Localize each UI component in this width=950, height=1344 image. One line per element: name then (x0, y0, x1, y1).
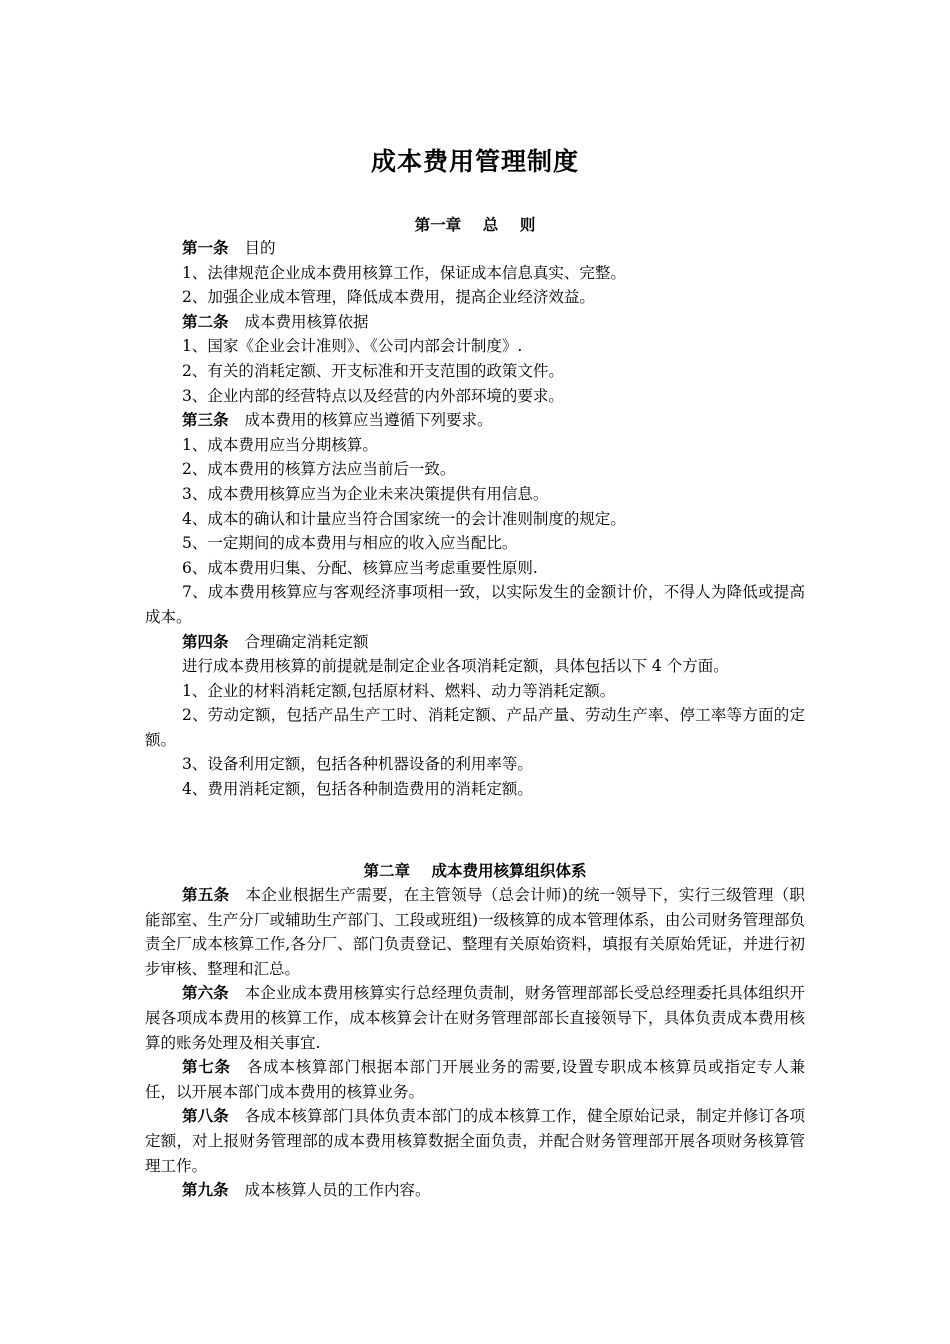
paragraph-text: 目的 (244, 239, 276, 257)
chapter-2-body (145, 883, 805, 1203)
paragraph-text: 1、法律规范企业成本费用核算工作，保证成本信息真实、完整。 (182, 263, 626, 282)
paragraph-text: 4、费用消耗定额，包括各种制造费用的消耗定额。 (182, 780, 533, 799)
list-item (145, 384, 805, 409)
article-label: 第九条 (182, 1181, 229, 1200)
article-label: 第八条 (182, 1107, 229, 1126)
list-item (145, 531, 805, 556)
article-paragraph (145, 310, 805, 335)
article-paragraph (145, 236, 805, 261)
paragraph-text: 合理确定消耗定额 (244, 632, 369, 651)
article-label: 第二条 (182, 312, 229, 331)
article-paragraph (145, 1104, 805, 1178)
paragraph-text: 4、成本的确认和计量应当符合国家统一的会计准则制度的规定。 (182, 509, 626, 528)
article-label: 第四条 (182, 632, 229, 651)
paragraph-text: 进行成本费用核算的前提就是制定企业各项消耗定额，具体包括以下 4 个方面。 (182, 657, 729, 676)
paragraph-text: 2、有关的消耗定额、开支标准和开支范围的政策文件。 (182, 361, 564, 380)
list-item (145, 703, 805, 752)
article-label: 第七条 (182, 1058, 231, 1077)
document-title: 成本费用管理制度 (370, 147, 579, 176)
paragraph-text: 1、国家《企业会计准则》、《公司内部会计制度》. (182, 337, 523, 356)
list-item (145, 285, 805, 310)
paragraph-text: 5、一定期间的成本费用与相应的收入应当配比。 (182, 534, 518, 553)
chapter-heading-1: 第一章 总 则 (414, 216, 536, 234)
list-item (145, 654, 805, 679)
paragraph-text: 1、成本费用应当分期核算。 (182, 435, 378, 454)
article-paragraph (145, 1178, 805, 1203)
paragraph-text: 本企业成本费用核算实行总经理负责制，财务管理部部长受总经理委托具体组织开展各项成本费用的核算工作，成本核算会计在财务管理部部长直接领导下，具体负责成本费用核算的账务处理及相关事宜. (145, 984, 805, 1052)
paragraph-text: 2、加强企业成本管理，降低成本费用，提高企业经济效益。 (182, 288, 595, 307)
paragraph-text: 6、成本费用归集、分配、核算应当考虑重要性原则. (182, 558, 538, 577)
paragraph-text: 各成本核算部门根据本部门开展业务的需要,设置专职成本核算员或指定专人兼任，以开展本部门成本费用的核算业务。 (145, 1058, 805, 1101)
article-paragraph (145, 630, 805, 655)
article-paragraph (145, 408, 805, 433)
list-item (145, 261, 805, 286)
list-item (145, 777, 805, 802)
paragraph-text: 3、企业内部的经营特点以及经营的内外部环境的要求。 (182, 386, 564, 405)
list-item (145, 482, 805, 507)
chapter-1-body (145, 236, 805, 802)
article-paragraph (145, 1055, 805, 1104)
paragraph-text: 2、成本费用的核算方法应当前后一致。 (182, 460, 456, 479)
list-item (145, 507, 805, 532)
article-label: 第三条 (182, 411, 229, 430)
paragraph-text: 本企业根据生产需要，在主管领导（总会计师)的统一领导下，实行三级管理（职能部室、生产分厂或辅助生产部门、工段或班组)一级核算的成本管理体系，由公司财务管理部负责全厂成本核算工作,各分厂、部门负责登记、整理有关原始资料，填报有关原始凭证，并进行初步审核、整理和汇总。 (145, 886, 805, 978)
list-item (145, 556, 805, 581)
list-item (145, 752, 805, 777)
paragraph-text: 1、企业的材料消耗定额,包括原材料、燃料、动力等消耗定额。 (182, 681, 616, 700)
paragraph-text: 3、成本费用核算应当为企业未来决策提供有用信息。 (182, 484, 549, 503)
paragraph-text: 成本费用核算依据 (244, 312, 369, 331)
article-label: 第一条 (182, 239, 229, 257)
article-paragraph (145, 981, 805, 1055)
paragraph-text: 2、劳动定额，包括产品生产工时、消耗定额、产品产量、劳动生产率、停工率等方面的定额。 (145, 706, 805, 749)
list-item (145, 359, 805, 384)
list-item (145, 457, 805, 482)
paragraph-text: 各成本核算部门具体负责本部门的成本核算工作，健全原始记录，制定并修订各项定额，对上报财务管理部的成本费用核算数据全面负责，并配合财务管理部开展各项财务核算管理工作。 (145, 1107, 805, 1175)
article-label: 第五条 (182, 886, 230, 904)
paragraph-text: 成本费用的核算应当遵循下列要求。 (244, 411, 493, 430)
paragraph-text: 7、成本费用核算应与客观经济事项相一致，以实际发生的金额计价，不得人为降低或提高成本。 (145, 583, 805, 626)
paragraph-text: 成本核算人员的工作内容。 (244, 1181, 431, 1200)
article-label: 第六条 (182, 984, 229, 1003)
list-item (145, 334, 805, 359)
paragraph-text: 3、设备利用定额，包括各种机器设备的利用率等。 (182, 755, 533, 774)
article-paragraph (145, 883, 805, 981)
list-item (145, 679, 805, 704)
list-item (145, 433, 805, 458)
list-item (145, 580, 805, 629)
chapter-heading-2: 第二章 成本费用核算组织体系 (363, 862, 587, 880)
